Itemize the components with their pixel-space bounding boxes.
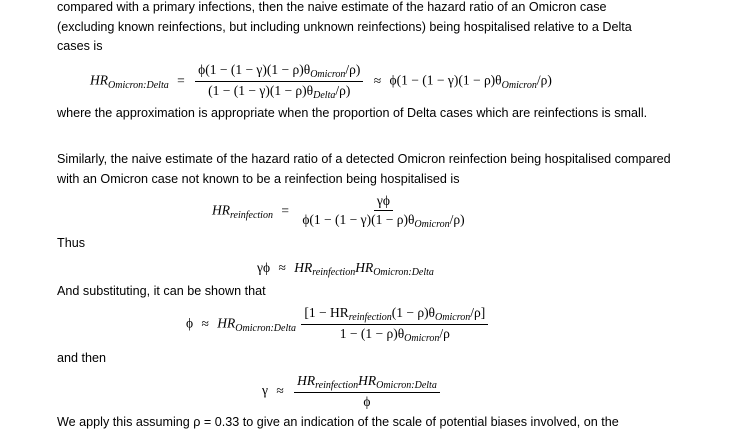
paragraph-hazard-ratio-intro	[57, 0, 692, 57]
text-line: cases is	[57, 39, 103, 53]
approx-sign: ≈	[201, 315, 209, 331]
fraction-numerator	[195, 62, 363, 82]
math-subscript: reinfection	[348, 312, 392, 323]
math-subscript: reinfection	[315, 380, 359, 391]
math-expression: ϕ(1 − (1 − γ)(1 − ρ)θ	[389, 72, 502, 88]
math-expression: /ρ)	[449, 212, 465, 227]
paragraph-substituting: And substituting, it can be shown that	[57, 284, 266, 298]
fraction-numerator: γϕ	[374, 193, 393, 211]
math-subscript: Omicron:Delta	[376, 380, 437, 391]
approx-sign: ≈	[276, 382, 284, 398]
equals-sign: =	[281, 202, 289, 218]
equation-gamma-phi	[257, 260, 434, 276]
math-symbol: HR	[358, 373, 377, 388]
approx-sign: ≈	[278, 260, 286, 275]
math-subscript: Omicron	[310, 69, 346, 80]
text-line: compared with a primary infections, then the naive estimate of the hazard ratio of an Omicron case	[57, 0, 607, 14]
math-subscript: Omicron:Delta	[108, 79, 169, 91]
text-line: (excluding known reinfections, but including unknown reinfections) being hospitalised relative to a Delta	[57, 19, 632, 34]
equation-gamma	[262, 373, 442, 410]
fraction-denominator	[337, 325, 453, 344]
math-expression: /ρ	[439, 326, 450, 341]
math-subscript: Omicron	[435, 312, 471, 323]
fraction-denominator	[205, 82, 353, 101]
math-expression: /ρ]	[470, 305, 486, 320]
fraction	[195, 62, 363, 101]
math-expression: γ	[262, 382, 268, 398]
paragraph-and-then: and then	[57, 351, 107, 365]
math-subscript: Delta	[313, 90, 336, 101]
fraction	[299, 193, 467, 230]
math-symbol: HR	[355, 260, 374, 275]
math-symbol: HR	[90, 72, 108, 88]
math-subscript: Omicron	[501, 79, 537, 91]
paragraph-thus: Thus	[57, 236, 85, 250]
math-subscript: Omicron	[414, 219, 450, 230]
math-symbol: HR	[217, 315, 236, 331]
math-expression: /ρ)	[335, 83, 351, 98]
equation-hr-reinfection	[212, 193, 470, 230]
math-subscript: Omicron:Delta	[235, 322, 297, 334]
approx-sign: ≈	[373, 72, 382, 88]
math-symbol: HR	[297, 373, 316, 388]
fraction-denominator	[299, 211, 467, 230]
paragraph-apply-assumption-partial: We apply this assuming ρ = 0.33 to give an indication of the scale of potential biases involved, on the	[57, 415, 619, 429]
math-expression: (1 − ρ)θ	[391, 305, 436, 320]
math-subscript: reinfection	[230, 209, 273, 221]
math-expression: [1 − HR	[304, 305, 349, 320]
math-subscript: reinfection	[312, 267, 356, 278]
fraction	[294, 373, 440, 410]
math-symbol: HR	[294, 260, 313, 275]
math-expression: ϕ(1 − (1 − γ)(1 − ρ)θ	[198, 62, 311, 77]
fraction-numerator	[294, 373, 440, 393]
equation-hr-omicron-delta	[90, 62, 552, 101]
math-expression: /ρ)	[345, 62, 361, 77]
math-expression: γϕ	[257, 260, 271, 275]
equals-sign: =	[177, 72, 185, 88]
paragraph-approximation-note: where the approximation is appropriate when the proportion of Delta cases which are reinfections is small.	[57, 106, 648, 120]
math-expression: ϕ(1 − (1 − γ)(1 − ρ)θ	[302, 212, 415, 227]
fraction-denominator: ϕ	[363, 394, 371, 409]
math-expression: ϕ	[186, 315, 194, 331]
paragraph-reinfection-intro: Similarly, the naive estimate of the hazard ratio of a detected Omicron reinfection being hospitalised compared with an Omicron case not known to be a reinfection being hospitalised is	[57, 152, 671, 186]
equation-phi	[186, 305, 490, 344]
math-expression: /ρ)	[536, 72, 552, 88]
fraction-numerator	[301, 305, 488, 325]
math-subscript: Omicron:Delta	[373, 267, 434, 278]
math-symbol: HR	[212, 202, 230, 218]
math-subscript: Omicron	[404, 333, 440, 344]
math-expression: 1 − (1 − ρ)θ	[339, 326, 405, 341]
math-expression: (1 − (1 − γ)(1 − ρ)θ	[208, 83, 314, 98]
fraction	[301, 305, 488, 344]
